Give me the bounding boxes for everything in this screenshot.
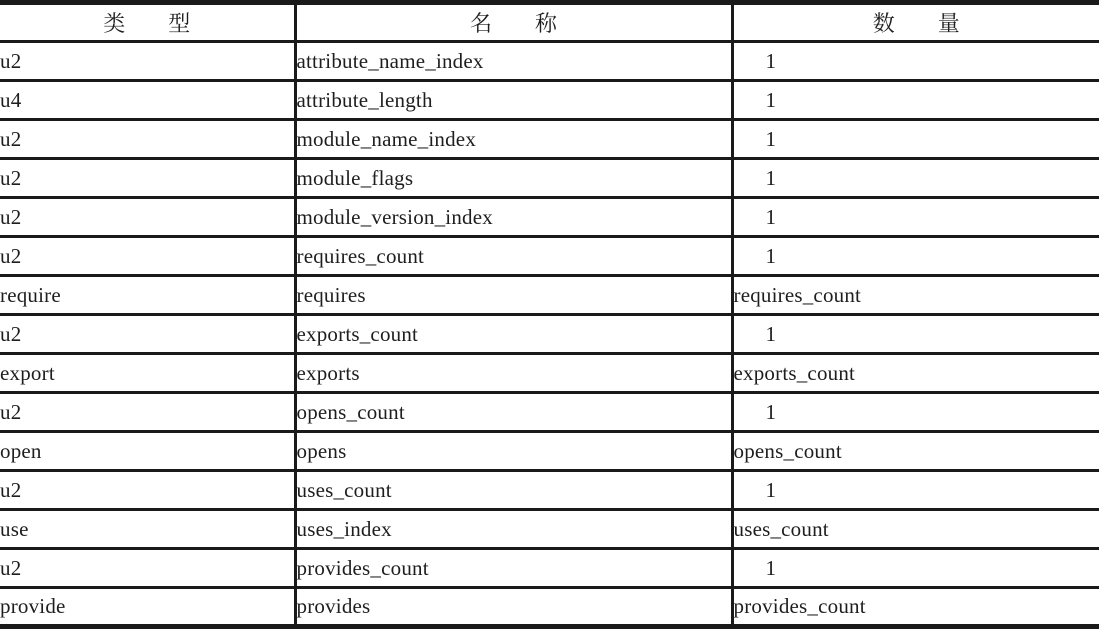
cell-count: 1 (732, 198, 1099, 237)
cell-count: 1 (732, 315, 1099, 354)
cell-count: 1 (732, 471, 1099, 510)
cell-type: u2 (0, 120, 295, 159)
table-row (0, 237, 1099, 276)
column-header-count: 数 量 (732, 3, 1099, 42)
column-header-name: 名 称 (295, 3, 732, 42)
column-header-type: 类 型 (0, 3, 295, 42)
cell-type: u2 (0, 42, 295, 81)
cell-count: 1 (732, 120, 1099, 159)
cell-count: 1 (732, 42, 1099, 81)
table-row (0, 432, 1099, 471)
table-body (0, 42, 1099, 627)
header-row (0, 3, 1099, 42)
cell-type: u2 (0, 393, 295, 432)
table-row (0, 276, 1099, 315)
cell-count: requires_count (732, 276, 1099, 315)
cell-type: provide (0, 588, 295, 627)
table-row (0, 393, 1099, 432)
cell-type: export (0, 354, 295, 393)
cell-name: uses_count (295, 471, 732, 510)
cell-name: module_name_index (295, 120, 732, 159)
cell-count: 1 (732, 237, 1099, 276)
cell-type: u2 (0, 549, 295, 588)
cell-name: exports_count (295, 315, 732, 354)
table-header (0, 3, 1099, 42)
cell-type: require (0, 276, 295, 315)
cell-count: opens_count (732, 432, 1099, 471)
table-row (0, 588, 1099, 627)
table-row (0, 354, 1099, 393)
cell-count: exports_count (732, 354, 1099, 393)
cell-name: attribute_length (295, 81, 732, 120)
table-row (0, 198, 1099, 237)
table-row (0, 471, 1099, 510)
cell-type: u4 (0, 81, 295, 120)
cell-name: provides_count (295, 549, 732, 588)
cell-type: use (0, 510, 295, 549)
table-row (0, 120, 1099, 159)
cell-count: 1 (732, 159, 1099, 198)
table-row (0, 315, 1099, 354)
cell-count: 1 (732, 81, 1099, 120)
cell-name: exports (295, 354, 732, 393)
cell-count: 1 (732, 549, 1099, 588)
cell-type: open (0, 432, 295, 471)
cell-name: provides (295, 588, 732, 627)
cell-name: attribute_name_index (295, 42, 732, 81)
cell-name: opens (295, 432, 732, 471)
cell-type: u2 (0, 237, 295, 276)
cell-name: uses_index (295, 510, 732, 549)
cell-name: module_flags (295, 159, 732, 198)
cell-name: opens_count (295, 393, 732, 432)
cell-type: u2 (0, 315, 295, 354)
table-row (0, 81, 1099, 120)
table-row (0, 42, 1099, 81)
table-row (0, 510, 1099, 549)
cell-type: u2 (0, 198, 295, 237)
cell-count: 1 (732, 393, 1099, 432)
table-row (0, 549, 1099, 588)
cell-name: requires (295, 276, 732, 315)
cell-name: requires_count (295, 237, 732, 276)
cell-name: module_version_index (295, 198, 732, 237)
cell-type: u2 (0, 471, 295, 510)
cell-count: provides_count (732, 588, 1099, 627)
cell-count: uses_count (732, 510, 1099, 549)
cell-type: u2 (0, 159, 295, 198)
table-row (0, 159, 1099, 198)
